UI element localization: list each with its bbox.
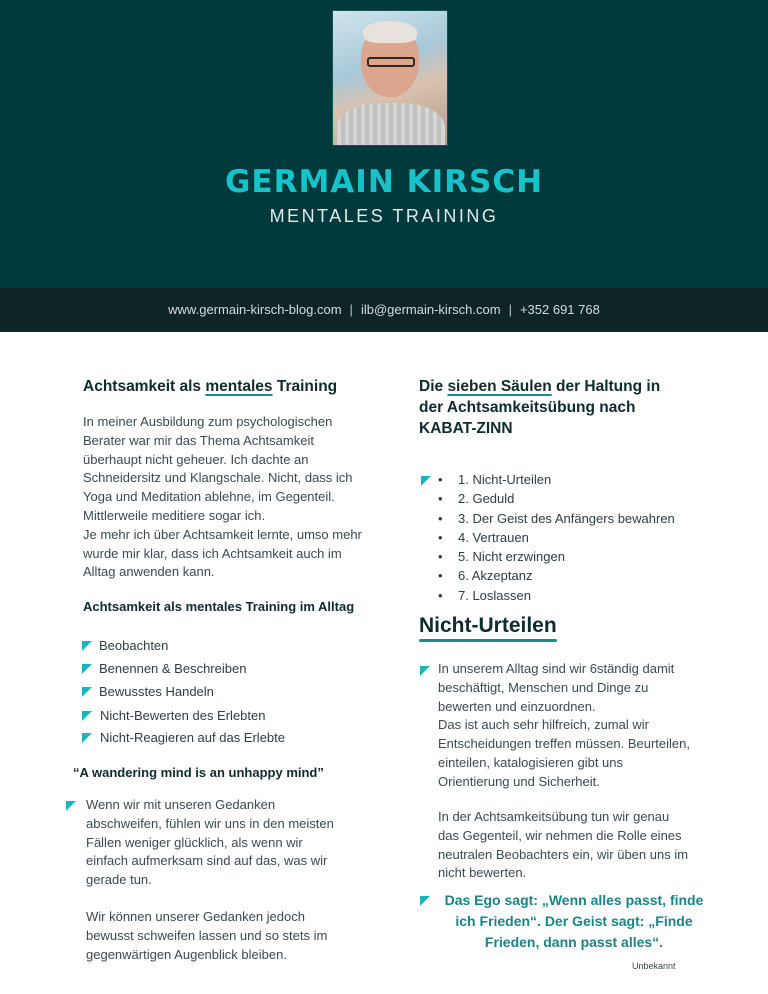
list-item: • 3. Der Geist des Anfängers bewahren bbox=[438, 509, 675, 528]
right-title bbox=[419, 376, 660, 439]
triangle-bullet-icon bbox=[82, 641, 92, 651]
text-line: Das ist auch sehr hilfreich, zumal wir bbox=[438, 717, 649, 733]
text-line: wurde mir klar, dass ich Achtsamkeit auch im bbox=[83, 545, 342, 561]
author-name: GERMAIN KIRSCH bbox=[224, 164, 544, 200]
list-item: Benennen & Beschreiben bbox=[99, 661, 247, 676]
profile-photo bbox=[332, 10, 448, 146]
photo-glasses bbox=[367, 57, 415, 67]
list-item: • 5. Nicht erzwingen bbox=[438, 547, 675, 566]
text-line: Entscheidungen treffen müssen. Beurteilen, bbox=[438, 736, 690, 752]
right-paragraph-2 bbox=[438, 808, 688, 883]
left-paragraph-1 bbox=[86, 796, 334, 890]
header-banner bbox=[0, 0, 768, 288]
text-line: einfach aufmerksam sind auf das, was wir bbox=[86, 853, 328, 869]
text-line: Mittlerweile meditiere sogar ich. bbox=[83, 507, 266, 523]
list-item: • 1. Nicht-Urteilen bbox=[438, 470, 675, 489]
photo-hair bbox=[363, 21, 417, 43]
triangle-bullet-icon bbox=[82, 664, 92, 674]
text-line: Schneidersitz und Klangschale. Nicht, dass ich bbox=[83, 470, 353, 486]
text-line: überhaupt nicht geheuer. Ich dachte an bbox=[83, 451, 309, 467]
text-line: bewerten und einzuordnen. bbox=[438, 698, 596, 714]
text-line: abschweifen, fühlen wir uns in den meisten bbox=[86, 815, 334, 831]
text-line: beschäftigt, Menschen und Dinge zu bbox=[438, 679, 649, 695]
website-link[interactable]: www.germain-kirsch-blog.com bbox=[168, 302, 342, 317]
triangle-bullet-icon bbox=[421, 476, 431, 486]
left-subtitle: Achtsamkeit als mentales Training im Alltag bbox=[83, 599, 355, 614]
text-line: nicht bewerten. bbox=[438, 865, 527, 881]
right-title-pre: Die bbox=[419, 378, 448, 395]
left-quote: “A wandering mind is an unhappy mind” bbox=[73, 765, 324, 780]
text-line: einteilen, katalogisieren gibt uns bbox=[438, 754, 624, 770]
left-intro-paragraph bbox=[83, 413, 362, 582]
contact-bar bbox=[0, 288, 768, 332]
text-line: Je mehr ich über Achtsamkeit lernte, umso mehr bbox=[83, 526, 362, 542]
text-line: In unserem Alltag sind wir 6ständig damit bbox=[438, 661, 675, 676]
quote-line: Das Ego sagt: „Wenn alles passt, finde bbox=[444, 892, 704, 908]
text-line: Wir können unserer Gedanken jedoch bbox=[86, 909, 305, 924]
list-item: • 2. Geduld bbox=[438, 489, 675, 508]
text-line: neutralen Beobachters ein, wir üben uns im bbox=[438, 846, 689, 862]
text-line: Fällen weniger glücklich, als wenn wir bbox=[86, 834, 303, 850]
right-title-underlined: sieben Säulen bbox=[447, 378, 552, 395]
right-paragraph-1 bbox=[438, 660, 690, 792]
left-title-post: Training bbox=[272, 378, 338, 395]
photo-shirt bbox=[337, 103, 445, 146]
phone-number: +352 691 768 bbox=[519, 302, 600, 317]
title-underline bbox=[419, 639, 557, 642]
text-line: Wenn wir mit unseren Gedanken bbox=[86, 797, 276, 812]
text-line: bewusst schweifen lassen und so stets im bbox=[86, 927, 328, 943]
quote-line: Frieden, dann passt alles“. bbox=[484, 934, 664, 950]
text-line: das Gegenteil, wir nehmen die Rolle eines bbox=[438, 827, 682, 843]
separator: | bbox=[508, 302, 512, 317]
list-item: Nicht-Reagieren auf das Erlebte bbox=[100, 730, 285, 745]
quote-author: Unbekannt bbox=[632, 961, 676, 971]
section-title-text: Nicht-Urteilen bbox=[419, 614, 557, 637]
text-line: Alltag anwenden kann. bbox=[83, 564, 215, 580]
list-item: Beobachten bbox=[99, 638, 169, 653]
right-title-post: der Haltung in bbox=[551, 378, 661, 395]
text-line: Orientierung und Sicherheit. bbox=[438, 773, 600, 789]
ego-quote bbox=[432, 890, 716, 953]
section-title bbox=[419, 614, 557, 638]
quote-line: ich Frieden“. Der Geist sagt: „Finde bbox=[455, 913, 693, 929]
author-subtitle: MENTALES TRAINING bbox=[269, 206, 499, 226]
text-line: gegenwärtigen Augenblick bleiben. bbox=[86, 946, 287, 962]
triangle-bullet-icon bbox=[82, 733, 92, 743]
text-line: In der Achtsamkeitsübung tun wir genau bbox=[438, 809, 670, 824]
triangle-bullet-icon bbox=[66, 801, 76, 811]
left-title-underlined: mentales bbox=[205, 378, 273, 395]
list-item: Nicht-Bewerten des Erlebten bbox=[100, 708, 266, 723]
pillars-list bbox=[438, 470, 675, 605]
right-title-line2: der Achtsamkeitsübung nach bbox=[419, 399, 636, 416]
list-item: • 7. Loslassen bbox=[438, 586, 675, 605]
left-title bbox=[83, 376, 337, 397]
triangle-bullet-icon bbox=[82, 711, 92, 721]
text-line: gerade tun. bbox=[86, 872, 152, 888]
text-line: Berater war mir das Thema Achtsamkeit bbox=[83, 432, 314, 448]
triangle-bullet-icon bbox=[420, 666, 430, 676]
left-paragraph-2 bbox=[86, 908, 327, 964]
list-item: • 4. Vertrauen bbox=[438, 528, 675, 547]
left-title-pre: Achtsamkeit als bbox=[83, 378, 206, 395]
email-link[interactable]: ilb@germain-kirsch.com bbox=[360, 302, 501, 317]
text-line: In meiner Ausbildung zum psychologischen bbox=[83, 414, 333, 429]
separator: | bbox=[349, 302, 353, 317]
list-item: • 6. Akzeptanz bbox=[438, 566, 675, 585]
triangle-bullet-icon bbox=[420, 896, 430, 906]
triangle-bullet-icon bbox=[82, 687, 92, 697]
right-title-line3: KABAT-ZINN bbox=[419, 420, 513, 437]
text-line: Yoga und Meditation ablehne, im Gegenteil. bbox=[83, 489, 335, 505]
list-item: Bewusstes Handeln bbox=[99, 684, 214, 699]
